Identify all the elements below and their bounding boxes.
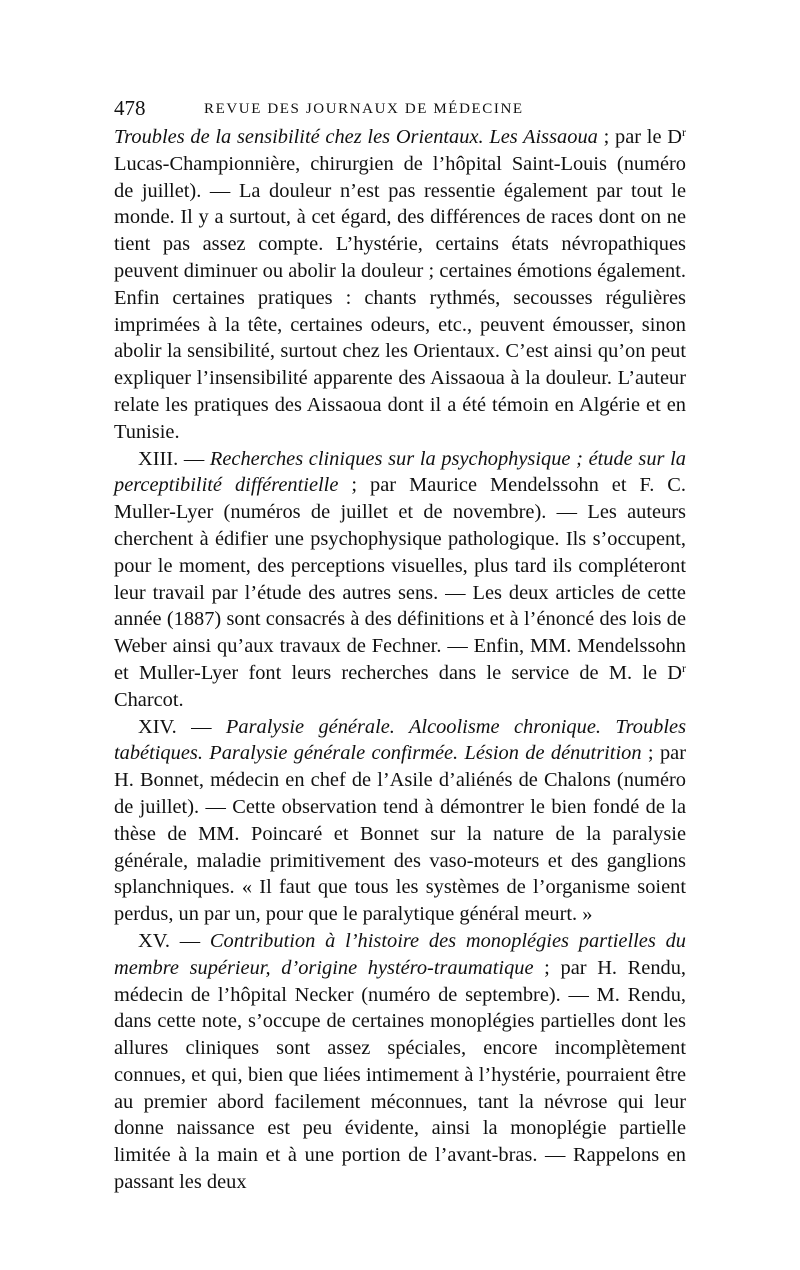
article-title: Troubles de la sensibilité chez les Orientaux. Les Aissaoua [114, 126, 598, 148]
article-byline: ; par H. Bonnet, médecin en chef de l’Asile d’aliénés de Chalons (numéro de juillet). — [114, 742, 686, 818]
article-byline: ; par le D [597, 126, 682, 148]
article-body: M. Rendu, dans cette note, s’occupe de certaines monoplégies partielles dont les allures cliniques sont assez spéciales, encore incomplètement connues, et qui, bien que liées intimement à l’hystérie, pourraient être au premier abord facilement méconnues, tant la névrose qui leur donne naissance est peu évidente, ainsi la monoplégie partielle limitée à la main et à une portion de l’avant-bras. — Rappelons en passant les deux [114, 983, 686, 1194]
page-number: 478 [114, 96, 146, 120]
article-paragraph [114, 928, 686, 1196]
article-byline: ; par H. Rendu, médecin de l’hôpital Necker (numéro de septembre). — [114, 956, 687, 1006]
article-title: Recherches cliniques sur la psychophysique ; étude sur la perceptibilité différentielle [114, 447, 686, 497]
article-title: Paralysie générale. Alcoolisme chronique. Troubles tabétiques. Paralysie générale confirmée. Lésion de dénutrition [114, 715, 687, 765]
article-numeral: XIII. — [138, 447, 210, 470]
article-body: Charcot. [114, 688, 184, 711]
article-paragraph [114, 124, 686, 446]
article-numeral: XV. — [138, 929, 210, 952]
article-byline: ; par Maurice Mendelssohn et F. C. Muller-Lyer (numéros de juillet et de novembre). — [114, 474, 686, 524]
superscript: r [682, 125, 686, 139]
article-paragraph [114, 446, 686, 714]
running-title: REVUE DES JOURNAUX DE MÉDECINE [204, 101, 524, 117]
article-byline: Lucas-Championnière, chirurgien de l’hôpital Saint-Louis (numéro de juillet). — [114, 152, 686, 202]
article-paragraph [114, 714, 686, 928]
superscript: r [682, 660, 686, 675]
page-body [114, 124, 686, 1196]
article-numeral: XIV. — [138, 715, 226, 738]
article-body: La douleur n’est pas ressentie également par tout le monde. Il y a surtout, à cet égard, des différences de races dont on ne tient pas assez compte. L’hystérie, certains états névropathiques peuvent diminuer ou abolir la douleur ; certaines émotions également. Enfin certaines pratiques : chants rythmés, secousses régulières imprimées à la tête, certaines odeurs, etc., peuvent émousser, sinon abolir la sensibilité, surtout chez les Orientaux. C’est ainsi qu’on peut expliquer l’insensibilité apparente des Aissaoua à la douleur. L’auteur relate les pratiques des Aissaoua dont il a été témoin en Algérie et en Tunisie. [114, 179, 687, 443]
article-title: Contribution à l’histoire des monoplégies partielles du membre supérieur, d’origine hystéro-traumatique [114, 929, 686, 979]
article-body: Cette observation tend à démontrer le bien fondé de la thèse de MM. Poincaré et Bonnet sur la nature de la paralysie générale, maladie primitivement des vaso-moteurs et des ganglions splanchniques. « Il faut que tous les systèmes de l’organisme soient perdus, un par un, pour que le paralytique général meurt. » [114, 795, 687, 926]
running-header [114, 96, 682, 118]
article-body: Les auteurs cherchent à édifier une psychophysique pathologique. Ils s’occupent, pour le moment, des perceptions visuelles, plus tard ils compléteront leur travail par l’étude des autres sens. — Les deux articles de cette année (1887) sont consacrés à des définitions et à l’énoncé des lois de Weber ainsi qu’aux travaux de Fechner. — Enfin, MM. Mendelssohn et Muller-Lyer font leurs recherches dans le service de M. le D [114, 501, 686, 684]
